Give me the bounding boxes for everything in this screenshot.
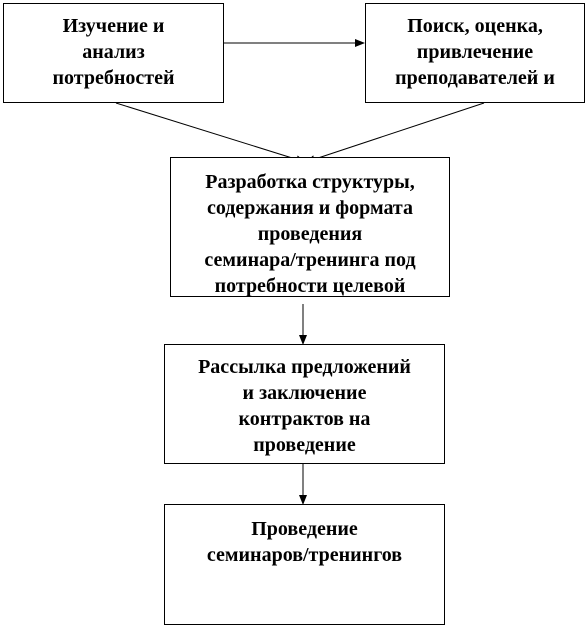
box-text-line: и заключение bbox=[242, 382, 367, 404]
arrow-teachers-to-structure bbox=[306, 103, 484, 162]
arrow-needs-to-structure bbox=[116, 103, 305, 162]
box-text-line: Поиск, оценка, bbox=[407, 15, 543, 37]
box-text-line: проведения bbox=[257, 223, 363, 245]
box-text-line: семинаров/тренингов bbox=[206, 544, 403, 566]
needs-analysis-box bbox=[3, 3, 224, 103]
teacher-search-box bbox=[365, 3, 585, 103]
box-text-line: Разработка структуры, bbox=[205, 171, 415, 193]
box-text-line: контрактов на bbox=[238, 408, 371, 430]
box-text-line: проведение bbox=[253, 434, 356, 456]
structure-development-box bbox=[170, 157, 450, 297]
box-text-line: преподавателей и bbox=[395, 67, 555, 89]
seminars-conduct-box bbox=[164, 504, 445, 625]
box-text-line: Рассылка предложений bbox=[198, 356, 411, 378]
box-text-line: потребностей bbox=[52, 67, 175, 89]
offers-mailing-box bbox=[164, 344, 445, 464]
box-text-line: содержания и формата bbox=[206, 197, 413, 219]
box-text-line: семинара/тренинга под bbox=[204, 249, 416, 271]
box-text-line: привлечение bbox=[416, 41, 534, 63]
box-text-line: анализ bbox=[82, 41, 145, 63]
box-text-line: Изучение и bbox=[62, 15, 165, 37]
box-text-line: потребности целевой bbox=[214, 275, 406, 297]
box-text-line: Проведение bbox=[251, 518, 358, 540]
